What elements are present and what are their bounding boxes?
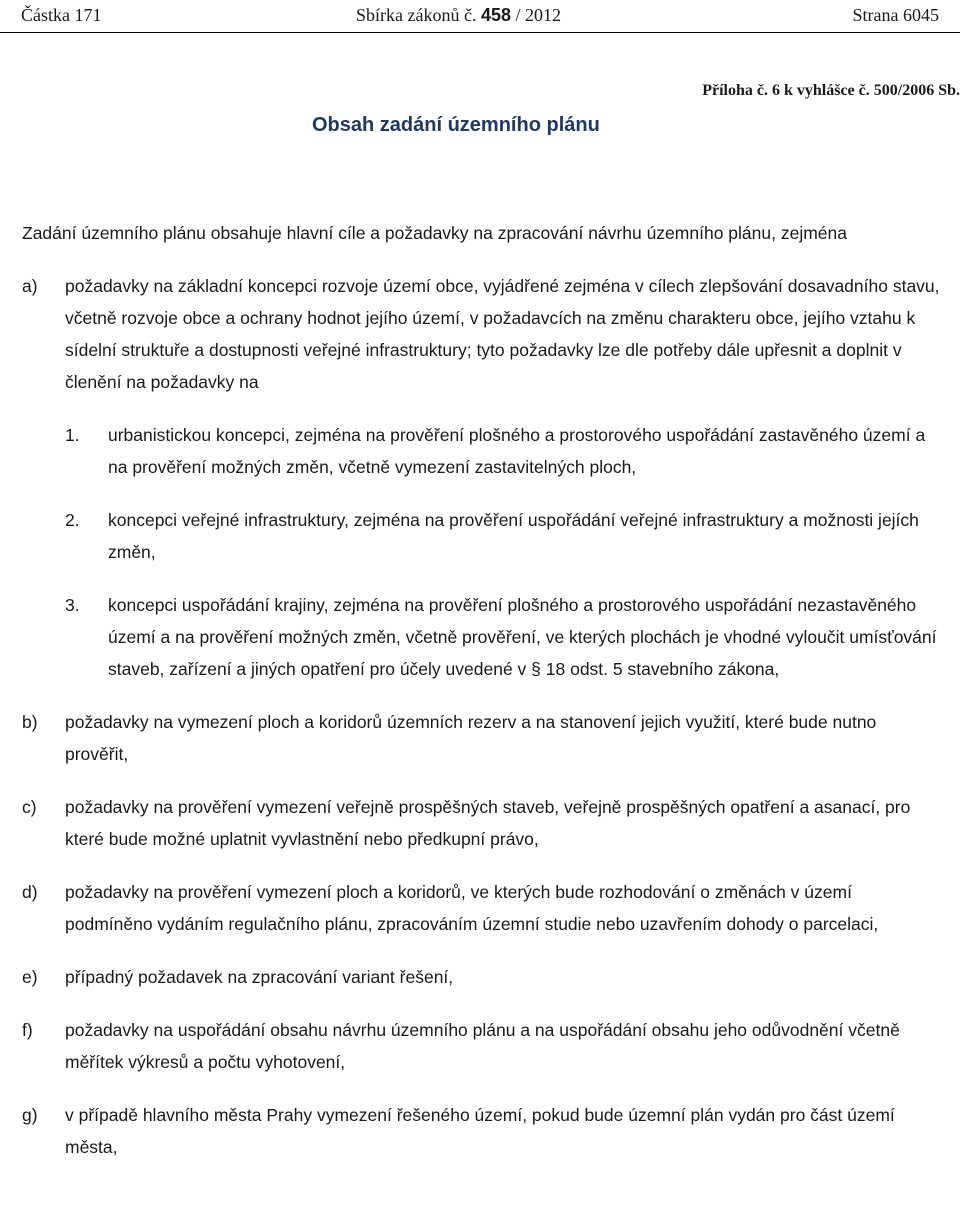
list-marker: c) xyxy=(22,797,37,817)
annex-reference: Příloha č. 6 k vyhlášce č. 500/2006 Sb. xyxy=(702,82,960,99)
list-item xyxy=(22,961,942,993)
sub-list-marker: 1. xyxy=(65,425,80,445)
list-item xyxy=(22,270,942,685)
list-marker: g) xyxy=(22,1105,38,1125)
list-item xyxy=(22,876,942,940)
header-collection xyxy=(356,5,561,26)
sub-list-item-text: koncepci uspořádání krajiny, zejména na prověření plošného a prostorového uspořádání nezastavěného území a na prověření možných změn, včetně prověření, ve kterých plochách je vhodné vyloučit umísťování staveb, zařízení a jiných opatření pro účely uvedené v § 18 odst. 5 stavebního zákona, xyxy=(108,595,937,679)
list-item-text: případný požadavek na zpracování variant řešení, xyxy=(65,967,454,987)
list-item-text: požadavky na prověření vymezení ploch a koridorů, ve kterých bude rozhodování o změnách v území podmíněno vydáním regulačního plánu, zpracováním územní studie nebo uzavřením dohody o parcelaci, xyxy=(65,882,879,934)
list-item xyxy=(22,1099,942,1163)
list-marker: d) xyxy=(22,882,38,902)
page-title: Obsah zadání územního plánu xyxy=(312,114,600,136)
list-item-text: v případě hlavního města Prahy vymezení řešeného území, pokud bude územní plán vydán pro část území města, xyxy=(65,1105,895,1157)
list-item-text: požadavky na uspořádání obsahu návrhu územního plánu a na uspořádání obsahu jeho odůvodnění včetně měřítek výkresů a počtu vyhotovení, xyxy=(65,1020,900,1072)
list-marker: a) xyxy=(22,276,38,296)
list-item-text: požadavky na prověření vymezení veřejně prospěšných staveb, veřejně prospěšných opatření a asanací, pro které bude možné uplatnit vyvlastnění nebo předkupní právo, xyxy=(65,797,911,849)
list-item xyxy=(22,706,942,770)
sub-list-item-text: urbanistickou koncepci, zejména na prověření plošného a prostorového uspořádání zastavěného území a na prověření možných změn, včetně vymezení zastavitelných ploch, xyxy=(108,425,926,477)
sub-list-marker: 3. xyxy=(65,595,80,615)
list-marker: f) xyxy=(22,1020,33,1040)
header-part: Částka 171 xyxy=(21,5,102,25)
list-item xyxy=(22,1014,942,1078)
intro-paragraph: Zadání územního plánu obsahuje hlavní cíle a požadavky na zpracování návrhu územního plánu, zejména xyxy=(22,223,847,243)
sub-list-item xyxy=(65,419,942,483)
page-header xyxy=(0,0,960,33)
document-body xyxy=(22,217,942,1184)
list-marker: b) xyxy=(22,712,38,732)
sub-list-item xyxy=(65,589,942,685)
list-item-text: požadavky na základní koncepci rozvoje území obce, vyjádřené zejména v cílech zlepšování dosavadního stavu, včetně rozvoje obce a ochrany hodnot jejího území, v požadavcích na změnu charakteru obce, jejího vztahu k sídelní struktuře a dostupnosti veřejné infrastruktury; tyto požadavky lze dle potřeby dále upřesnit a doplnit v členění na požadavky na xyxy=(65,276,940,392)
header-collection-year: / 2012 xyxy=(515,5,562,25)
list-item xyxy=(22,791,942,855)
sub-list-item xyxy=(65,504,942,568)
header-collection-prefix: Sbírka zákonů č. xyxy=(356,5,477,25)
sub-list-item-text: koncepci veřejné infrastruktury, zejména na prověření uspořádání veřejné infrastruktury a možnosti jejích změn, xyxy=(108,510,919,562)
list-marker: e) xyxy=(22,967,38,987)
header-collection-number: 458 xyxy=(480,5,512,25)
header-page: Strana 6045 xyxy=(852,5,939,25)
sub-list-marker: 2. xyxy=(65,510,80,530)
list-item-text: požadavky na vymezení ploch a koridorů územních rezerv a na stanovení jejich využití, které bude nutno prověřit, xyxy=(65,712,877,764)
